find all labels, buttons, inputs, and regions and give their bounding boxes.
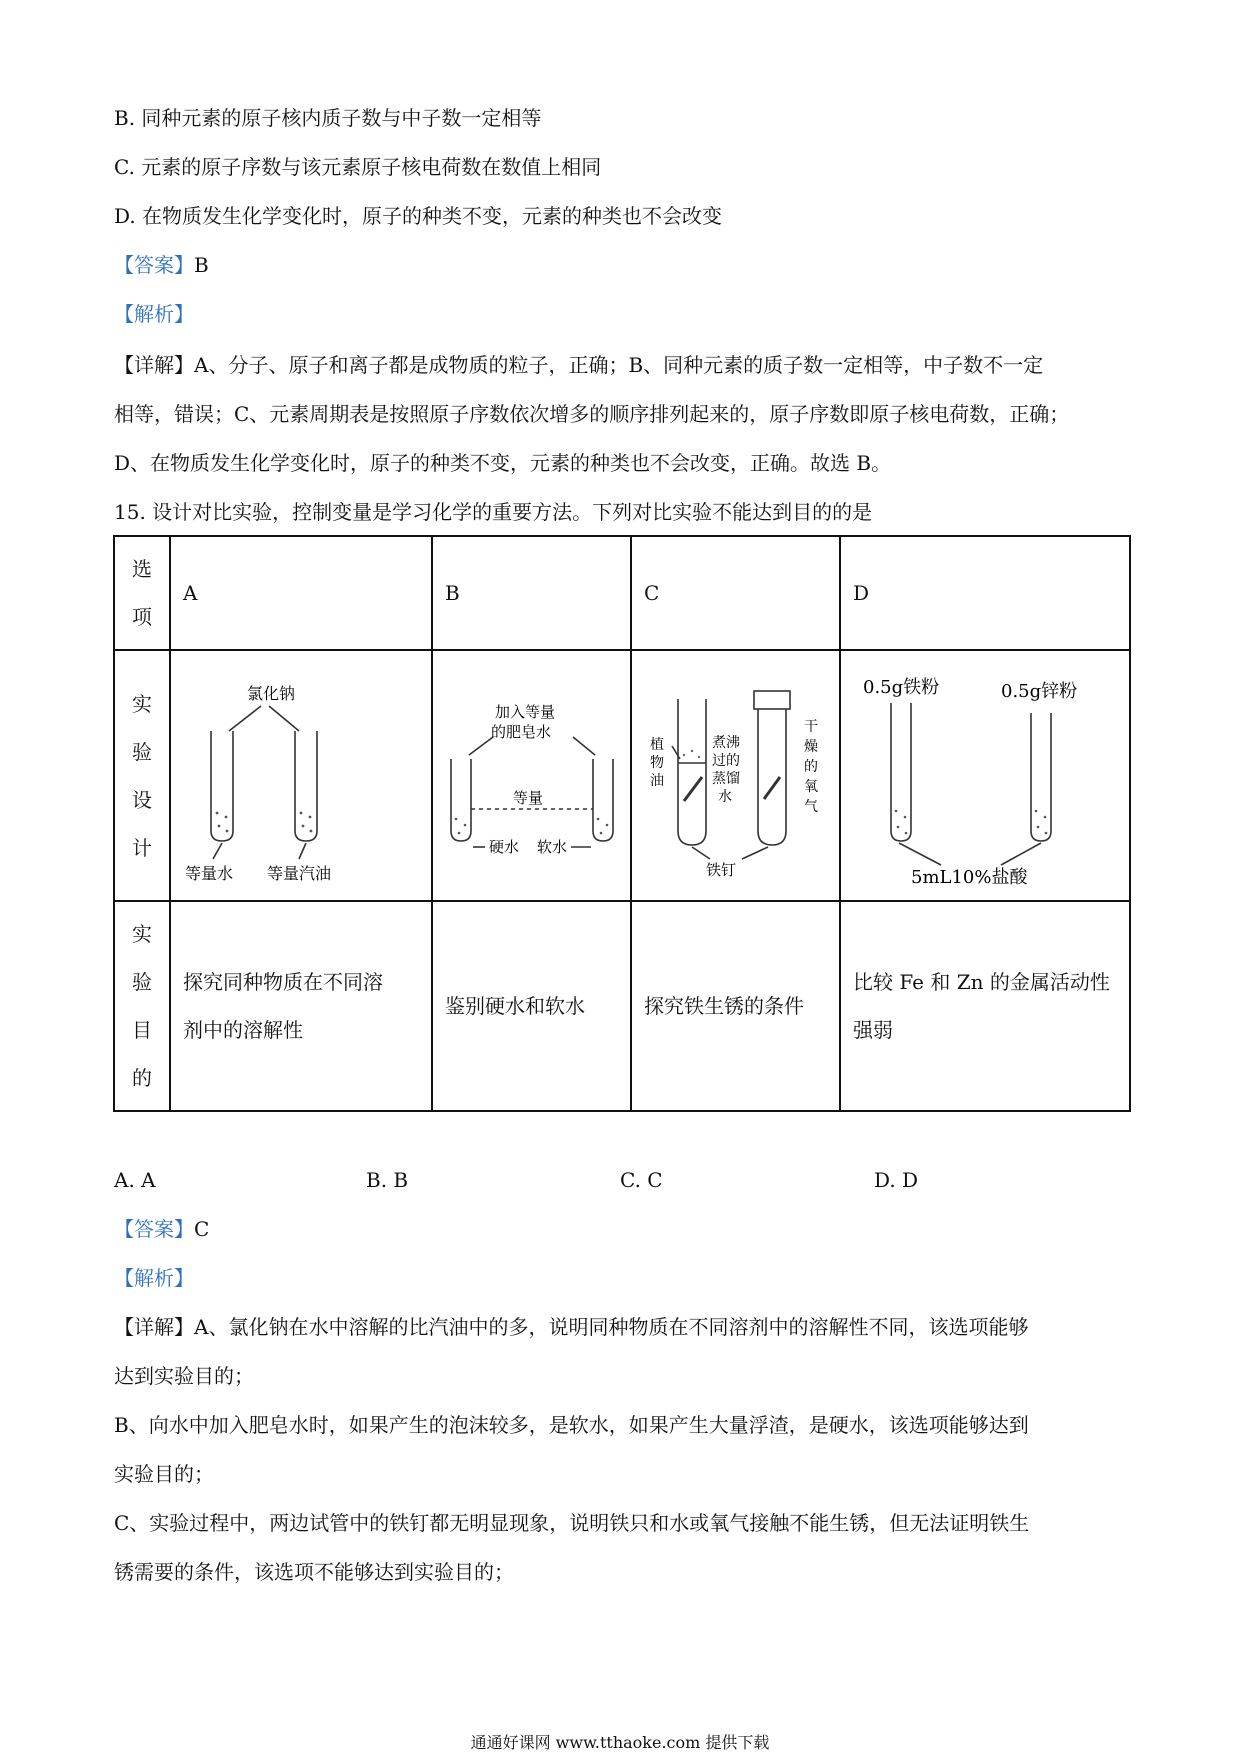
goal-d-line: 强弱	[853, 1018, 893, 1042]
q15-detail-c-2: 锈需要的条件，该选项不能够达到实验目的；	[114, 1560, 514, 1584]
tube-left	[451, 759, 471, 841]
detail-tag: 【详解】	[114, 353, 194, 377]
analysis-tag: 【解析】	[114, 302, 194, 326]
q15-detail-a-2: 达到实验目的；	[114, 1364, 254, 1388]
fig-b-mid-label: 等量	[513, 789, 544, 807]
design-row	[114, 650, 1130, 901]
goal-header	[114, 901, 170, 1111]
fig-d-bottom-label: 5mL10%盐酸	[911, 867, 1028, 888]
choice-b: B. B	[366, 1168, 409, 1192]
q15-detail-b-1: B、向水中加入肥皂水时，如果产生的泡沫较多，是软水，如果产生大量浮渣，是硬水，该选项能够达到	[114, 1413, 1029, 1437]
fig-d-left-label: 0.5g铁粉	[863, 677, 940, 698]
q15-detail-tag: 【详解】	[114, 1315, 194, 1339]
fig-b-top-label-1: 加入等量	[495, 703, 556, 721]
goal-a-line: 探究同种物质在不同溶	[183, 970, 383, 994]
q15-detail-b-2: 实验目的；	[114, 1462, 214, 1486]
choice-d: D. D	[874, 1168, 919, 1192]
detail-line-2: 相等，错误；C、元素周期表是按照原子序数依次增多的顺序排列起来的，原子序数即原子核电荷数，正确；	[114, 402, 1070, 426]
page-footer: 通通好课网 www.tthaoke.com 提供下载	[470, 1733, 770, 1752]
tube-left	[678, 699, 706, 845]
header-char: 计	[132, 835, 152, 860]
detail-text: A、分子、原子和离子都是成物质的粒子，正确；B、同种元素的质子数一定相等，中子数不一定	[194, 353, 1044, 377]
tube-right	[758, 709, 786, 845]
fig-a-right-label: 等量汽油	[267, 864, 332, 883]
tube-right	[295, 731, 317, 841]
goal-row	[114, 901, 1130, 1111]
detail-line-1	[114, 351, 1043, 379]
option-d-label: D	[840, 536, 1130, 650]
figure-b-cell	[432, 650, 631, 901]
figure-d-test-tubes	[841, 651, 1127, 895]
q15-answer-value: C	[194, 1217, 210, 1241]
header-char: 项	[132, 605, 152, 629]
goal-b-line: 鉴别硬水和软水	[445, 994, 585, 1018]
figure-d-cell	[840, 650, 1130, 901]
choice-c: C. C	[620, 1168, 663, 1192]
q15-answer-tag: 【答案】	[114, 1217, 194, 1241]
fig-d-right-label: 0.5g锌粉	[1001, 681, 1078, 702]
option-b-label: B	[432, 536, 631, 650]
option-d: D. 在物质发生化学变化时，原子的种类不变，元素的种类也不会改变	[114, 204, 723, 228]
answer-value: B	[194, 253, 209, 277]
goal-a-line: 剂中的溶解性	[183, 1018, 303, 1042]
fig-b-right-label: 软水	[537, 838, 568, 856]
q15-analysis-tag: 【解析】	[114, 1266, 194, 1290]
fig-b-left-label: 硬水	[489, 838, 520, 856]
option-c-label: C	[631, 536, 840, 650]
q15-detail-text: A、氯化钠在水中溶解的比汽油中的多，说明同种物质在不同溶剂中的溶解性不同，该选项能够	[194, 1315, 1029, 1339]
goal-c-line: 探究铁生锈的条件	[644, 994, 804, 1018]
q15-analysis-line	[114, 1264, 194, 1292]
tube-left	[891, 703, 911, 841]
experiment-table	[113, 535, 1131, 1112]
answer-tag: 【答案】	[114, 253, 194, 277]
detail-line-3: D、在物质发生化学变化时，原子的种类不变，元素的种类也不会改变，正确。故选 B。	[114, 451, 892, 475]
header-char: 的	[132, 1066, 152, 1090]
figure-b-test-tubes	[433, 651, 628, 895]
choice-a: A. A	[114, 1168, 156, 1192]
header-char: 验	[132, 739, 152, 764]
option-row	[114, 536, 1130, 650]
question-stem: 15. 设计对比实验，控制变量是学习化学的重要方法。下列对比实验不能达到目的的是	[114, 500, 873, 524]
header-char: 目	[132, 1018, 152, 1042]
fig-c-oxygen-label: 干 燥 的 氧 气	[804, 719, 818, 815]
option-a-label: A	[170, 536, 432, 650]
goal-a	[170, 901, 432, 1111]
fig-c-oil-label: 植 物 油	[650, 737, 664, 789]
fig-a-left-label: 等量水	[185, 864, 234, 883]
tube-left	[211, 731, 233, 841]
q15-detail-c-1: C、实验过程中，两边试管中的铁钉都无明显现象，说明铁只和水或氧气接触不能生锈，但无法证明铁生	[114, 1511, 1030, 1535]
figure-c-test-tubes	[632, 651, 837, 895]
rubber-stopper	[754, 691, 790, 709]
header-char: 选	[132, 557, 152, 581]
fig-c-nail-label: 铁钉	[706, 861, 737, 879]
header-char: 设	[132, 787, 152, 812]
figure-c-cell	[631, 650, 840, 901]
answer-line	[114, 251, 209, 279]
header-char: 实	[132, 691, 152, 716]
goal-c	[631, 901, 840, 1111]
q15-answer-line	[114, 1215, 209, 1243]
option-header	[114, 536, 170, 650]
tube-right	[593, 759, 613, 841]
figure-a-cell	[170, 650, 432, 901]
figure-a-test-tubes	[171, 651, 429, 895]
option-c: C. 元素的原子序数与该元素原子核电荷数在数值上相同	[114, 155, 602, 179]
header-char: 验	[132, 970, 152, 994]
fig-c-water-label: 煮沸 过的 蒸馏 水	[712, 735, 740, 805]
goal-d	[840, 901, 1130, 1111]
header-char: 实	[132, 922, 152, 946]
fig-a-top-label: 氯化钠	[247, 684, 296, 703]
goal-b	[432, 901, 631, 1111]
analysis-line	[114, 300, 194, 328]
option-b: B. 同种元素的原子核内质子数与中子数一定相等	[114, 106, 542, 130]
q15-detail-a-1	[114, 1313, 1028, 1341]
goal-d-line: 比较 Fe 和 Zn 的金属活动性	[853, 970, 1110, 994]
fig-b-top-label-2: 的肥皂水	[491, 723, 552, 741]
design-header	[114, 650, 170, 901]
tube-right	[1031, 713, 1051, 841]
